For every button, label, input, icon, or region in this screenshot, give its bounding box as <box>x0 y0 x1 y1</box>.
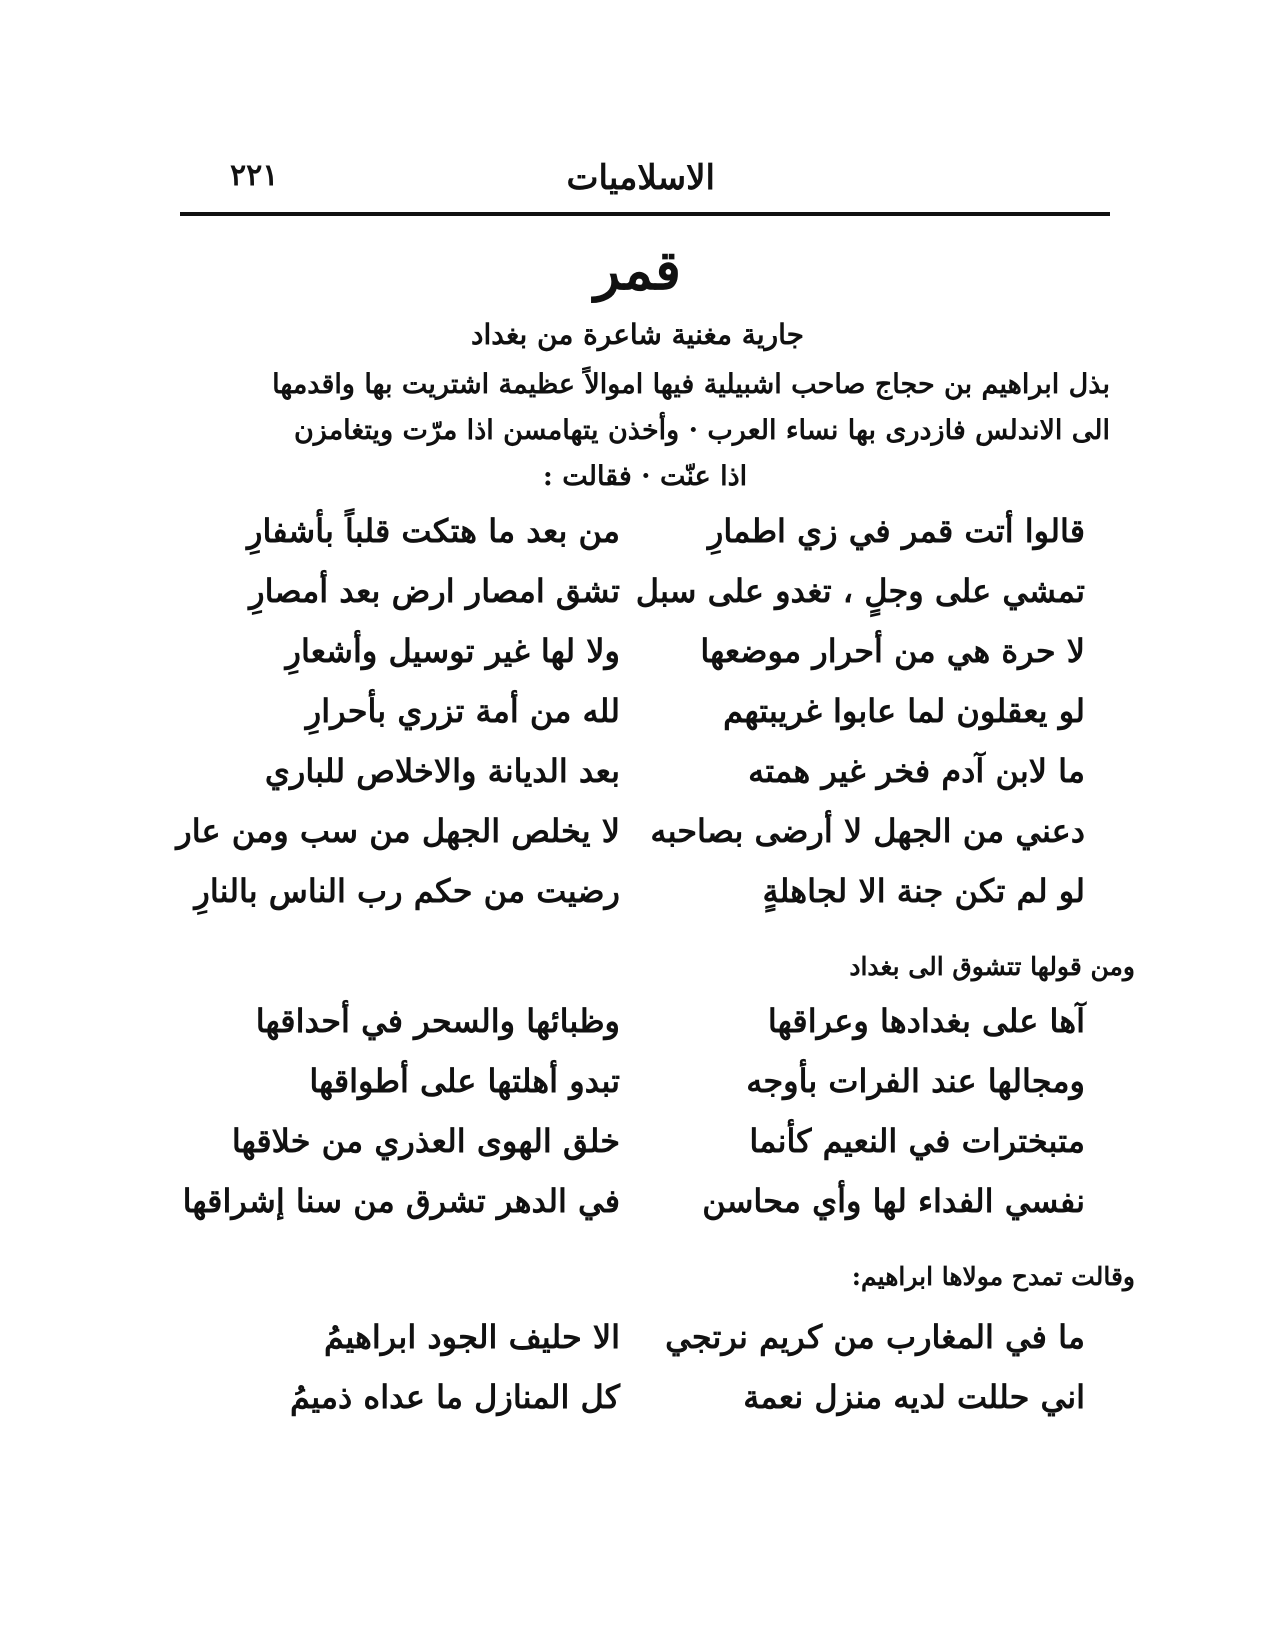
verse-second-hemistich: الا حليف الجود ابراهيمُ <box>324 1318 620 1356</box>
verse-first-hemistich: نفسي الفداء لها وأي محاسن <box>702 1182 1085 1220</box>
verse-line <box>180 1062 1110 1122</box>
verse-line <box>180 1378 1110 1438</box>
verse-first-hemistich: آها على بغدادها وعراقها <box>767 1002 1085 1040</box>
verse-second-hemistich: كل المنازل ما عداه ذميمُ <box>289 1378 620 1416</box>
verse-first-hemistich: لو يعقلون لما عابوا غريبتهم <box>723 692 1085 730</box>
verse-second-hemistich: في الدهر تشرق من سنا إشراقها <box>182 1182 620 1220</box>
section-intro: وقالت تمدح مولاها ابراهيم: <box>851 1262 1135 1291</box>
poem-3 <box>180 1318 1110 1438</box>
poet-description: جارية مغنية شاعرة من بغداد <box>471 318 804 351</box>
verse-line <box>180 1318 1110 1378</box>
verse-first-hemistich: قالوا أتت قمر في زي اطمارِ <box>707 512 1085 550</box>
verse-first-hemistich: متبخترات في النعيم كأنما <box>749 1122 1085 1160</box>
verse-line <box>180 1122 1110 1182</box>
intro-line: بذل ابراهيم بن حجاج صاحب اشبيلية فيها اموالاً عظيمة اشتريت بها واقدمها <box>272 369 1110 400</box>
verse-line <box>176 812 1110 872</box>
verse-first-hemistich: لو لم تكن جنة الا لجاهلةٍ <box>762 872 1085 910</box>
verse-first-hemistich: ما لابن آدم فخر غير همته <box>748 752 1085 790</box>
intro-paragraph <box>180 362 1110 500</box>
verse-line <box>180 752 1110 812</box>
verse-line <box>180 1002 1110 1062</box>
verse-first-hemistich: لا حرة هي من أحرار موضعها <box>700 632 1085 670</box>
verse-first-hemistich: اني حللت لديه منزل نعمة <box>743 1378 1085 1416</box>
verse-line <box>180 572 1110 632</box>
running-head <box>180 158 1110 208</box>
running-head-title: الاسلاميات <box>566 158 715 198</box>
verse-first-hemistich: ومجالها عند الفرات بأوجه <box>746 1062 1085 1100</box>
verse-second-hemistich: من بعد ما هتكت قلباً بأشفارِ <box>246 512 620 550</box>
poem-1 <box>176 512 1110 932</box>
verse-line <box>180 1182 1110 1242</box>
intro-line: اذا عنّت · فقالت : <box>542 461 748 492</box>
section-intro: ومن قولها تتشوق الى بغداد <box>849 952 1135 981</box>
verse-first-hemistich: ما في المغارب من كريم نرتجي <box>665 1318 1085 1356</box>
page-number: ٢٢١ <box>230 158 279 193</box>
verse-second-hemistich: لله من أمة تزري بأحرارِ <box>305 692 620 730</box>
verse-line <box>180 692 1110 752</box>
poet-name-heading: قمر <box>594 238 681 302</box>
poem-2 <box>180 1002 1110 1242</box>
verse-second-hemistich: بعد الديانة والاخلاص للباري <box>264 752 620 790</box>
verse-first-hemistich: دعني من الجهل لا أرضى بصاحبه <box>650 812 1085 850</box>
verse-second-hemistich: خلق الهوى العذري من خلاقها <box>231 1122 620 1160</box>
verse-second-hemistich: ولا لها غير توسيل وأشعارِ <box>285 632 620 670</box>
verse-second-hemistich: لا يخلص الجهل من سب ومن عار <box>176 812 620 850</box>
verse-second-hemistich: تشق امصار ارض بعد أمصارِ <box>249 572 620 610</box>
verse-line <box>180 872 1110 932</box>
header-rule <box>180 212 1110 216</box>
verse-line <box>180 512 1110 572</box>
verse-second-hemistich: رضيت من حكم رب الناس بالنارِ <box>194 872 620 910</box>
verse-second-hemistich: وظبائها والسحر في أحداقها <box>255 1002 620 1040</box>
verse-line <box>180 632 1110 692</box>
intro-line: الى الاندلس فازدرى بها نساء العرب · وأخذن يتهامسن اذا مرّت ويتغامزن <box>293 415 1110 446</box>
verse-first-hemistich: تمشي على وجلٍ ، تغدو على سبل <box>635 572 1085 610</box>
verse-second-hemistich: تبدو أهلتها على أطواقها <box>309 1062 620 1100</box>
